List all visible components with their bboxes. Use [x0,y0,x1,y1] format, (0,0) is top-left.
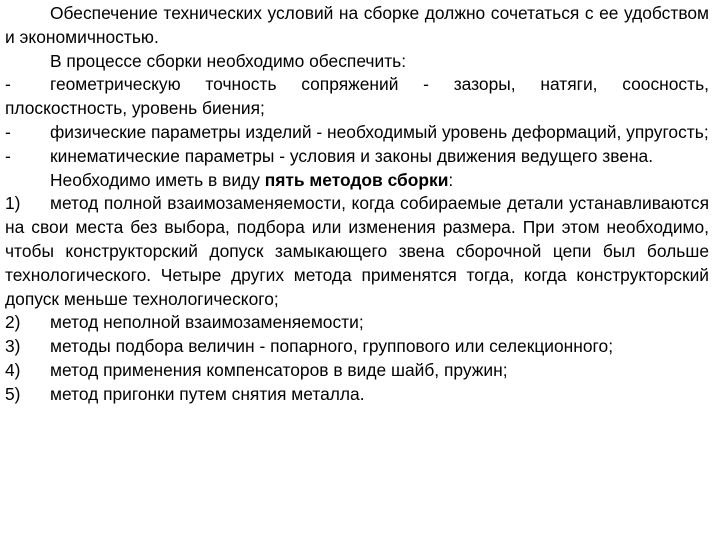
bullet-item-kinematic [5,145,709,169]
bullet-marker: - [5,121,11,142]
method-item-4 [5,359,709,383]
method-item-2 [5,311,709,335]
bullet-text: кинематические параметры - условия и законы движения ведущего звена. [50,145,654,166]
method-item-1 [5,192,709,311]
bullet-marker: - [5,145,11,166]
method-number: 4) [5,359,21,380]
bullet-item-geometric [5,73,709,121]
bullet-marker: - [5,74,11,95]
method-text: метод полной взаимозаменяемости, когда собираемые детали устанавливаются на свои места без выбора, подбора или изменения размера. При этом необходимо, чтобы конструкторский допуск замыкающего звена сборочной цепи был больше технологического. Четыре других метода применятся тогда, когда конструкторский допуск меньше технологического; [5,193,709,309]
bullet-item-physical [5,121,709,145]
method-item-5 [5,383,709,407]
methods-heading-colon: : [448,169,454,190]
method-item-3 [5,335,709,359]
methods-heading-text: Необходимо иметь в виду [50,169,265,190]
method-number: 3) [5,336,21,357]
method-number: 1) [5,193,21,214]
method-text: методы подбора величин - попарного, группового или селекционного; [50,336,614,357]
methods-heading-bold: пять методов сборки [264,169,449,190]
requirements-heading: В процессе сборки необходимо обеспечить: [50,50,407,71]
method-text: метод неполной взаимозаменяемости; [50,312,364,333]
method-text: метод применения компенсаторов в виде шайб, пружин; [50,359,508,380]
methods-heading [5,169,709,193]
intro-paragraph: Обеспечение технических условий на сборке должно сочетаться с ее удобством и экономичностью. [5,3,709,47]
method-number: 5) [5,383,21,404]
bullet-text: геометрическую точность сопряжений - зазоры, натяги, соосность, плоскостность, уровень биения; [5,74,709,119]
method-text: метод пригонки путем снятия металла. [50,383,365,404]
bullet-text: физические параметры изделий - необходимый уровень деформаций, упругость; [50,121,709,142]
method-number: 2) [5,312,21,333]
